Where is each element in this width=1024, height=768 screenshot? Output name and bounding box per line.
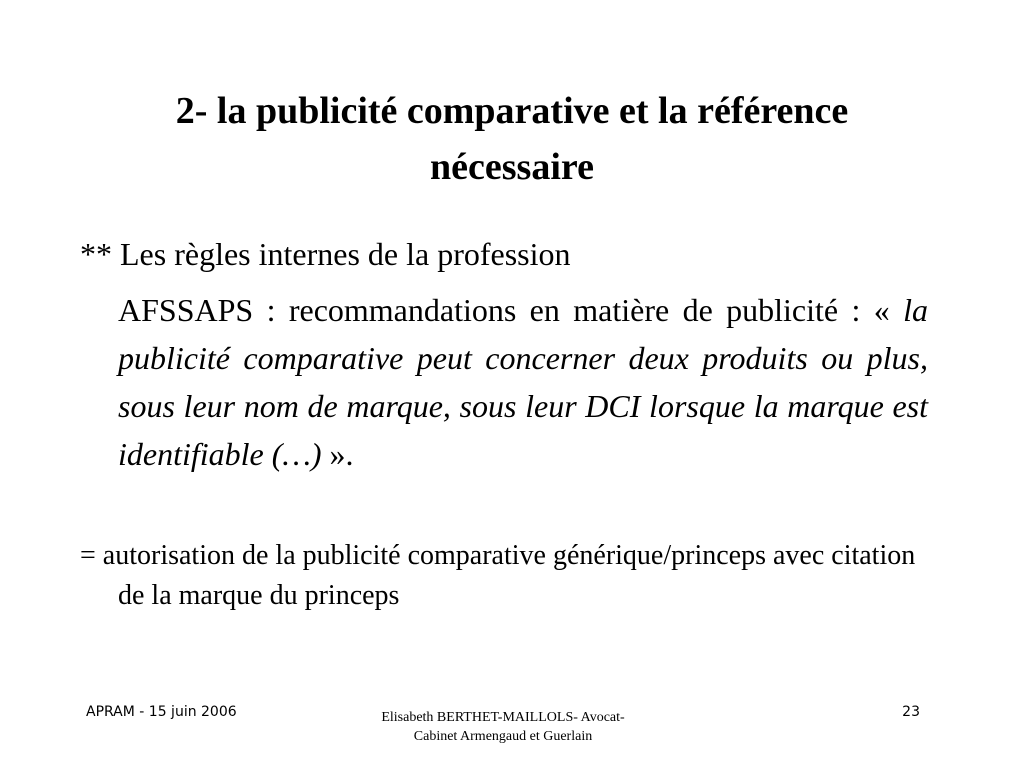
afssaps-quote-paragraph <box>118 286 928 478</box>
footer-author-line-1: Elisabeth BERTHET-MAILLOLS- Avocat- <box>381 710 625 725</box>
quote-italic-text: la publicité comparative peut concerner deux produits ou plus, sous leur nom de marque, sous leur DCI lorsque la marque est identifiable (…) <box>118 292 928 472</box>
footer-author <box>340 708 666 746</box>
footer-event-date: APRAM - 15 juin 2006 <box>86 704 237 720</box>
title-line-2: nécessaire <box>430 146 594 188</box>
quote-intro: AFSSAPS : recommandations en matière de publicité : « <box>118 292 904 328</box>
footer-author-line-2: Cabinet Armengaud et Guerlain <box>413 729 593 744</box>
quote-outro: ». <box>321 436 354 472</box>
slide-title <box>80 83 944 195</box>
conclusion-paragraph: = autorisation de la publicité comparative générique/princeps avec citation de la marque du princeps <box>80 540 916 611</box>
section-heading: ** Les règles internes de la profession <box>80 236 571 272</box>
page-number: 23 <box>902 704 920 720</box>
title-line-1: 2- la publicité comparative et la référence <box>175 90 849 132</box>
